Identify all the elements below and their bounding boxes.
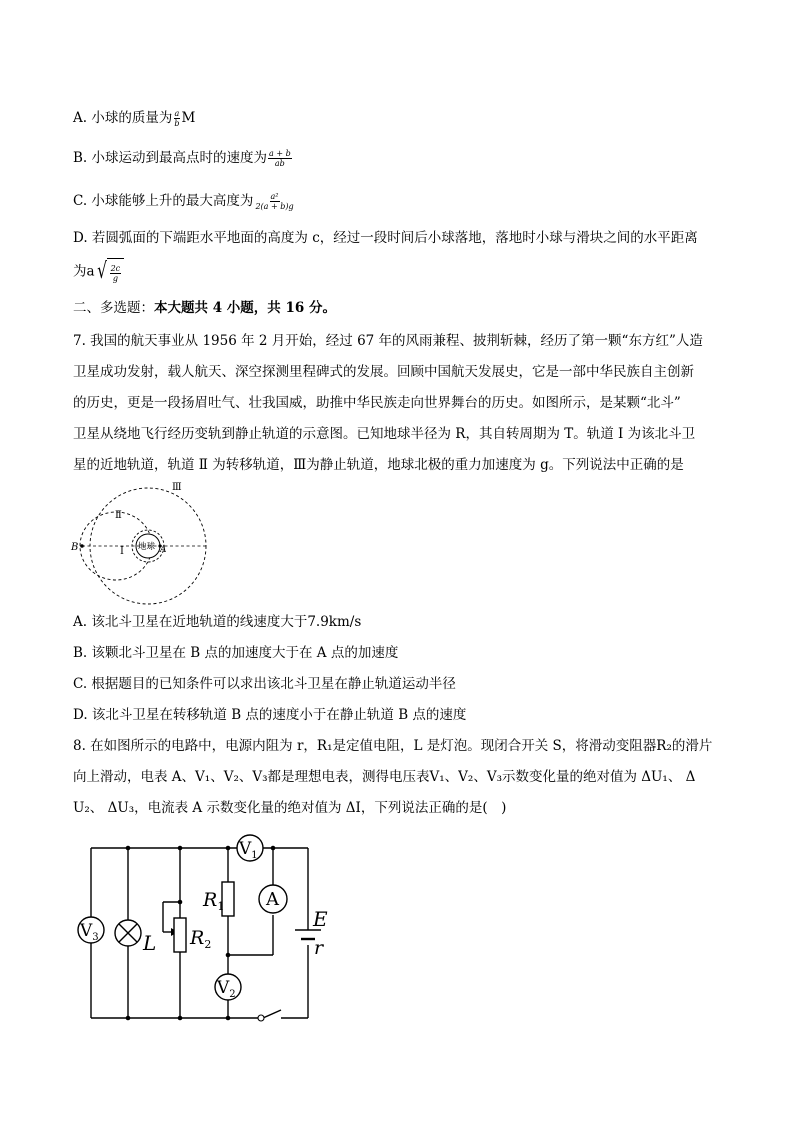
q6-option-c: C. 小球能够上升的最大高度为 $\frac{\text{a²}}{2(a + b)g}$ <box>73 192 294 211</box>
label-earth: 地球 <box>138 542 156 552</box>
circuit-diagram <box>68 830 338 1030</box>
emf-label: E <box>313 907 328 931</box>
q7-option-b: B. 该颗北斗卫星在 B 点的加速度大于在 A 点的加速度 <box>73 645 399 661</box>
q7-text-line: 7. 我国的航天事业从 1956 年 2 月开始，经过 67 年的风雨兼程、披荆斩棘，经历了第一颗“东方红”人造 <box>73 333 703 349</box>
q7-option-c: C. 根据题目的已知条件可以求出该北斗卫星在静止轨道运动半径 <box>73 676 456 692</box>
label-b: B <box>71 542 79 553</box>
section-heading: 二、多选题：本大题共 4 小题，共 16 分。 <box>73 300 336 316</box>
q7-text-line: 星的近地轨道，轨道 Ⅱ 为转移轨道，Ⅲ为静止轨道，地球北极的重力加速度为 g。下列说法中正确的是 <box>73 457 684 473</box>
ammeter-label: A <box>266 889 279 910</box>
label-i: Ⅰ <box>120 546 124 557</box>
q7-option-d: D. 该北斗卫星在转移轨道 B 点的速度小于在静止轨道 B 点的速度 <box>73 707 467 723</box>
v3-label: $V_3$ <box>80 921 99 943</box>
q6-option-a: A. 小球的质量为 $\frac{a}{b}$ M <box>73 109 196 128</box>
q7-text-line: 的历史，更是一段扬眉吐气、壮我国威，助推中华民族走向世界舞台的历史。如图所示，是某颗“北斗” <box>73 395 681 411</box>
v1-label: $V_1$ <box>239 839 258 861</box>
r1-label: $R_1$ <box>203 889 225 913</box>
fraction: $\frac{a + b}{ab}$ <box>269 149 291 168</box>
fraction: $\frac{a}{b}$ <box>174 109 180 128</box>
q6-option-d-line1: D. 若圆弧面的下端距水平地面的高度为 c，经过一段时间后小球落地，落地时小球与滑块之间的水平距离 <box>73 230 698 246</box>
q8-text-line: U₂、 ΔU₃，电流表 A 示数变化量的绝对值为 ΔI，下列说法正确的是( ) <box>73 800 507 816</box>
q8-text-line: 向上滑动，电表 A、V₁、V₂、V₃都是理想电表，测得电压表V₁、V₂、V₃示数变化量的绝对值为 ΔU₁、 Δ <box>73 769 696 785</box>
fraction: $\frac{\text{a²}}{2(a + b)g}$ <box>255 192 294 211</box>
label-ii: Ⅱ <box>115 510 122 521</box>
q6-option-d-line2: 为a √ $\frac{2c}{g}$ <box>73 258 124 286</box>
q7-option-a: A. 该北斗卫星在近地轨道的线速度大于7.9km/s <box>73 614 362 630</box>
q7-text-line: 卫星成功发射，载人航天、深空探测里程碑式的发展。回顾中国航天发展史，它是一部中华民族自主创新 <box>73 364 694 380</box>
resistor-r2 <box>174 918 186 952</box>
q7-text-line: 卫星从绕地飞行经历变轨到静止轨道的示意图。已知地球半径为 R，其自转周期为 T。轨道 Ⅰ 为该北斗卫 <box>73 426 696 442</box>
q6-option-b: B. 小球运动到最高点时的速度为 $\frac{a + b}{ab}$ <box>73 149 291 168</box>
label-a: A <box>160 545 167 555</box>
lamp-label: L <box>143 931 157 955</box>
r2-label: $R_2$ <box>190 927 212 951</box>
q8-text-line: 8. 在如图所示的电路中，电源内阻为 r，R₁是定值电阻，L 是灯泡。现闭合开关 S，将滑动变阻器R₂的滑片 <box>73 738 713 754</box>
v2-label: $V_2$ <box>217 978 236 1000</box>
internal-resistance-label: r <box>314 937 324 959</box>
orbit-diagram <box>68 478 213 608</box>
label-iii: Ⅲ <box>172 482 182 493</box>
square-root: √ $\frac{2c}{g}$ <box>95 258 125 286</box>
switch <box>258 1015 264 1021</box>
point-b <box>80 544 84 548</box>
